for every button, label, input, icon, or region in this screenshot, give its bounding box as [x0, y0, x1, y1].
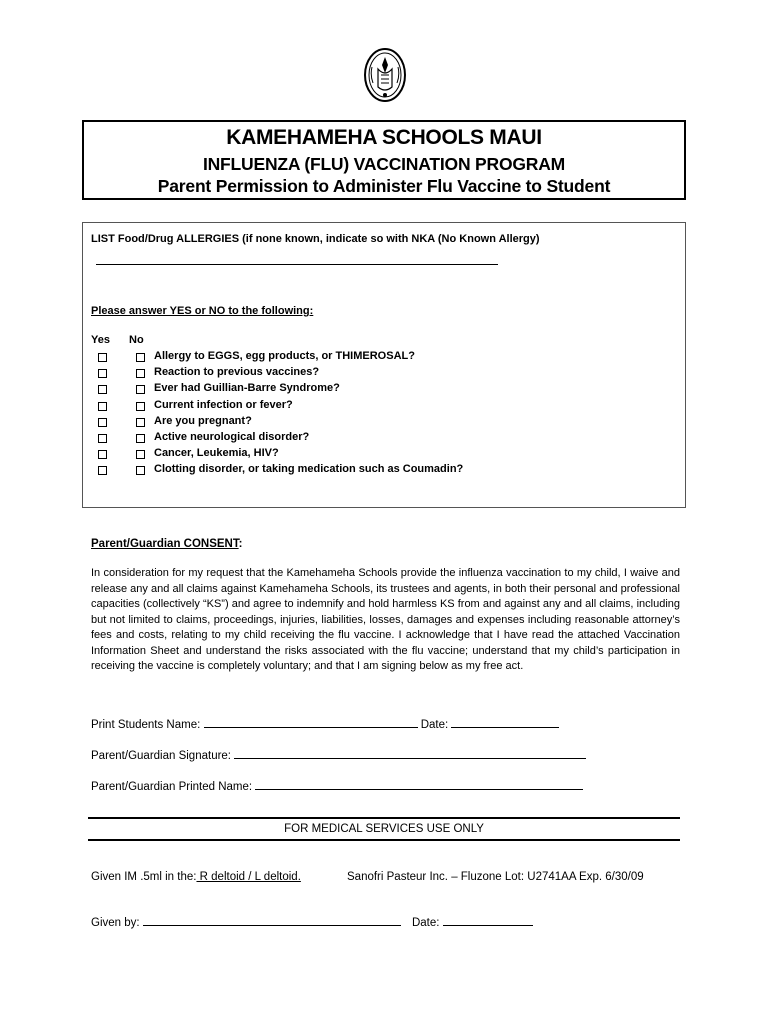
- consent-heading: [91, 538, 242, 550]
- question-row: [83, 415, 683, 431]
- guardian-printed-label: Parent/Guardian Printed Name:: [91, 781, 253, 793]
- consent-paragraph: In consideration for my request that the Kamehameha Schools provide the influenza vaccination to my child, I waive and release any and all claims against Kamehameha Schools, its trustees and agents, in both their personal and professional capacities (collectively “KS”) and agree to indemnify and hold harmless KS from and against any and all claims, including but not limited to claims, proceedings, injuries, liabilities, losses, damages and expenses including reasonable attorney’s fees and costs, relating to my child receiving the flu vaccine. I acknowledge that I have read the attached Vaccination Information Sheet and understand the risks associated with the flu vaccine; understand that my child’s participation in receiving the vaccine is completely voluntary; and that I am signing below as my free act.: [91, 567, 680, 672]
- no-checkbox[interactable]: [136, 353, 145, 362]
- guardian-signature-field[interactable]: [234, 747, 586, 759]
- no-checkbox[interactable]: [136, 369, 145, 378]
- yes-checkbox[interactable]: [98, 418, 107, 427]
- yes-checkbox[interactable]: [98, 385, 107, 394]
- yes-checkbox[interactable]: [98, 434, 107, 443]
- no-checkbox[interactable]: [136, 450, 145, 459]
- screening-box: [82, 222, 686, 508]
- vaccine-lot-info: Sanofri Pasteur Inc. – Fluzone Lot: U2741AA Exp. 6/30/09: [347, 871, 644, 883]
- deltoid-site: R deltoid / L deltoid.: [196, 871, 301, 883]
- question-text: Active neurological disorder?: [154, 430, 310, 443]
- form-subtitle: Parent Permission to Administer Flu Vaccine to Student: [157, 176, 611, 196]
- no-checkbox[interactable]: [136, 402, 145, 411]
- yes-checkbox[interactable]: [98, 466, 107, 475]
- guardian-printed-field[interactable]: [255, 778, 583, 790]
- question-text: Current infection or fever?: [154, 398, 293, 411]
- guardian-signature-row: [91, 747, 586, 762]
- question-list: [83, 350, 683, 480]
- title-box: [82, 120, 686, 200]
- school-seal-logo: [364, 47, 406, 103]
- allergy-label: LIST Food/Drug ALLERGIES (if none known, indicate so with NKA (No Known Allergy): [91, 233, 540, 245]
- no-checkbox[interactable]: [136, 466, 145, 475]
- student-name-label: Print Students Name:: [91, 719, 201, 731]
- question-text: Reaction to previous vaccines?: [154, 366, 320, 379]
- medical-section-header: [88, 817, 680, 841]
- school-title: KAMEHAMEHA SCHOOLS MAUI: [226, 126, 542, 149]
- no-column-header: No: [129, 334, 144, 346]
- yes-checkbox[interactable]: [98, 369, 107, 378]
- student-date-label: Date:: [420, 719, 449, 731]
- given-date-field[interactable]: [443, 914, 533, 926]
- medical-section-title: FOR MEDICAL SERVICES USE ONLY: [284, 823, 484, 835]
- yes-checkbox[interactable]: [98, 402, 107, 411]
- question-text: Allergy to EGGS, egg products, or THIMEROSAL?: [154, 350, 415, 362]
- yes-checkbox[interactable]: [98, 450, 107, 459]
- guardian-signature-label: Parent/Guardian Signature:: [91, 750, 232, 762]
- consent-heading-text: Parent/Guardian CONSENT: [91, 538, 239, 550]
- allergy-input-line[interactable]: [96, 264, 498, 265]
- student-name-field[interactable]: [204, 716, 418, 728]
- question-text: Ever had Guillian-Barre Syndrome?: [154, 382, 340, 395]
- program-title: INFLUENZA (FLU) VACCINATION PROGRAM: [202, 154, 566, 174]
- yes-checkbox[interactable]: [98, 353, 107, 362]
- question-text: Clotting disorder, or taking medication such as Coumadin?: [154, 463, 464, 476]
- student-date-field[interactable]: [451, 716, 559, 728]
- question-row: [83, 463, 683, 479]
- yes-column-header: Yes: [91, 334, 110, 346]
- question-row: [83, 431, 683, 447]
- given-by-row: [91, 914, 533, 929]
- given-by-label: Given by:: [91, 917, 140, 929]
- given-im-row: [91, 871, 301, 883]
- answer-heading: Please answer YES or NO to the following:: [91, 305, 314, 317]
- student-name-row: [91, 716, 559, 731]
- question-row: [83, 382, 683, 398]
- guardian-printed-row: [91, 778, 583, 793]
- question-row: [83, 366, 683, 382]
- given-date-label: Date:: [411, 917, 440, 929]
- question-text: Are you pregnant?: [154, 414, 252, 427]
- given-im-label: Given IM .5ml in the:: [91, 871, 197, 883]
- no-checkbox[interactable]: [136, 418, 145, 427]
- question-row: [83, 447, 683, 463]
- no-checkbox[interactable]: [136, 434, 145, 443]
- question-text: Cancer, Leukemia, HIV?: [154, 447, 279, 460]
- question-row: [83, 350, 683, 366]
- given-by-field[interactable]: [143, 914, 401, 926]
- no-checkbox[interactable]: [136, 385, 145, 394]
- question-row: [83, 399, 683, 415]
- consent-heading-colon: :: [238, 538, 243, 550]
